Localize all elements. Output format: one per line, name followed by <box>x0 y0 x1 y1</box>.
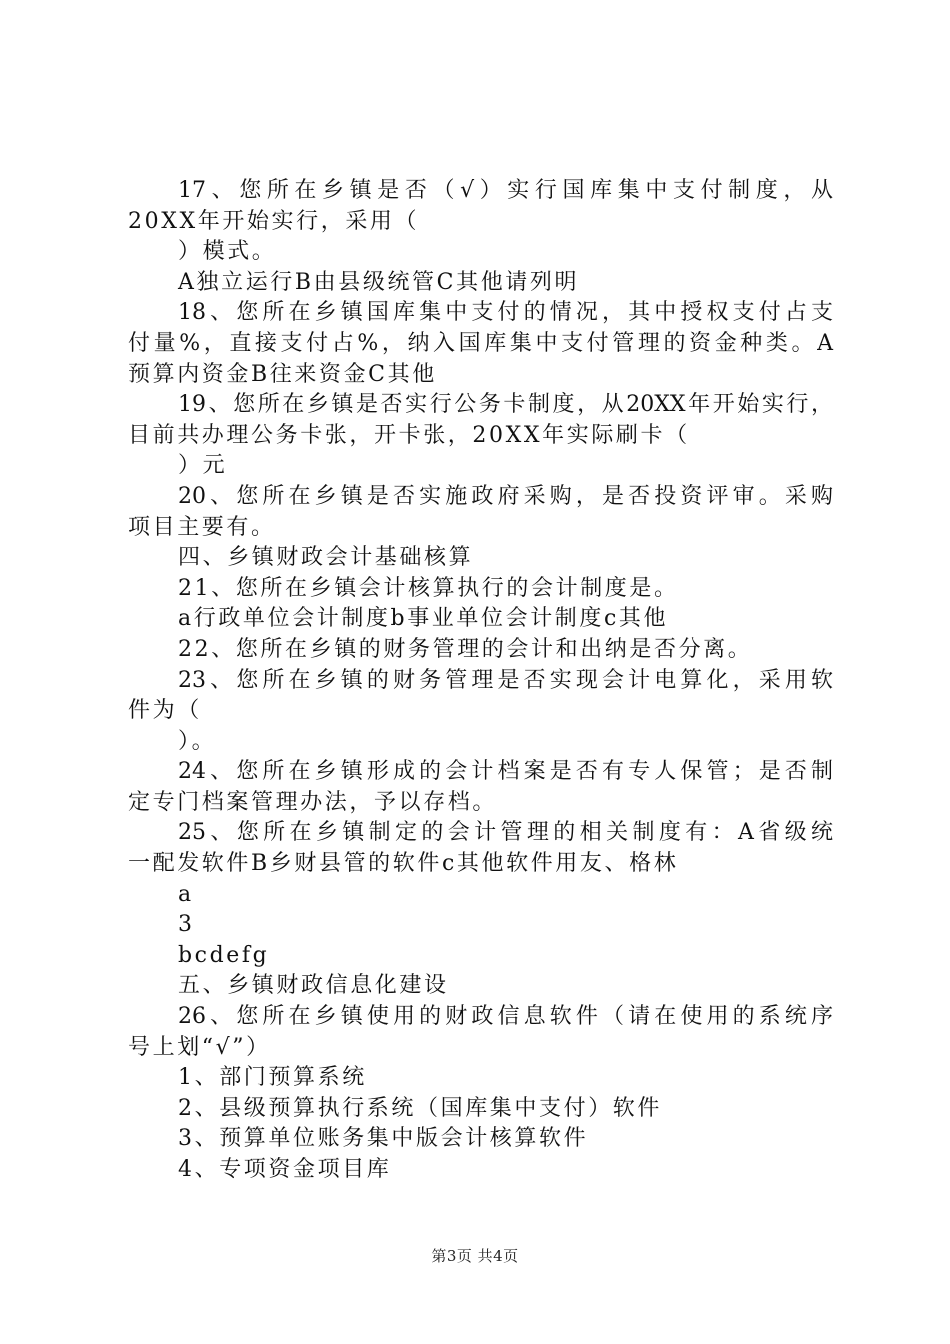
text-line: 26、您所在乡镇使用的财政信息软件（请在使用的系统序 <box>178 1004 833 1030</box>
text-line: 3、预算单位账务集中版会计核算软件 <box>178 1126 589 1152</box>
text-line: 20、您所在乡镇是否实施政府采购，是否投资评审。采购 <box>178 483 833 509</box>
text-line: 22、您所在乡镇的财务管理的会计和出纳是否分离。 <box>178 636 753 662</box>
text-line: 18、您所在乡镇国库集中支付的情况，其中授权支付占支 <box>178 300 833 326</box>
text-line: 3 <box>178 912 195 938</box>
text-line: 20XX年开始实行，采用（ <box>128 208 420 234</box>
text-line: 24、您所在乡镇形成的会计档案是否有专人保管；是否制 <box>178 759 833 785</box>
text-line: a行政单位会计制度b事业单位会计制度c其他 <box>178 606 669 632</box>
text-line: a <box>178 881 194 907</box>
text-line: 1、部门预算系统 <box>178 1065 367 1091</box>
text-line: ）模式。 <box>178 239 277 265</box>
text-line: 项目主要有。 <box>128 514 276 540</box>
text-line: ）元 <box>178 453 228 479</box>
text-line: 定专门档案管理办法，予以存档。 <box>128 789 498 815</box>
text-line: 件为（ <box>128 698 202 724</box>
text-line: 预算内资金B往来资金C其他 <box>128 361 437 387</box>
text-line: 21、您所在乡镇会计核算执行的会计制度是。 <box>178 575 679 601</box>
text-line: 17、您所在乡镇是否（√）实行国库集中支付制度，从 <box>178 178 833 203</box>
text-line: 4、专项资金项目库 <box>178 1157 392 1182</box>
document-body <box>128 176 833 1186</box>
text-line: 四、乡镇财政会计基础核算 <box>178 545 474 571</box>
text-line: 目前共办理公务卡张，开卡张，20XX年实际刷卡（ <box>128 422 690 448</box>
text-line: 一配发软件B乡财县管的软件c其他软件用友、格林 <box>128 851 679 877</box>
text-line: 25、您所在乡镇制定的会计管理的相关制度有：A省级统 <box>178 820 833 846</box>
text-line: 付量%，直接支付占%，纳入国库集中支付管理的资金种类。A <box>128 330 833 356</box>
text-line: bcdefg <box>178 942 270 968</box>
text-line: 号上划“√”） <box>128 1034 271 1060</box>
text-line: 19、您所在乡镇是否实行公务卡制度，从20XX年开始实行， <box>178 392 833 418</box>
text-line: A独立运行B由县级统管C其他请列明 <box>178 269 580 295</box>
text-line: 2、县级预算执行系统（国库集中支付）软件 <box>178 1095 662 1121</box>
page-footer: 第3页 共4页 <box>431 1247 519 1265</box>
text-line: 23、您所在乡镇的财务管理是否实现会计电算化，采用软 <box>178 667 833 693</box>
text-line: 五、乡镇财政信息化建设 <box>178 973 449 999</box>
text-line: ）。 <box>178 728 217 754</box>
